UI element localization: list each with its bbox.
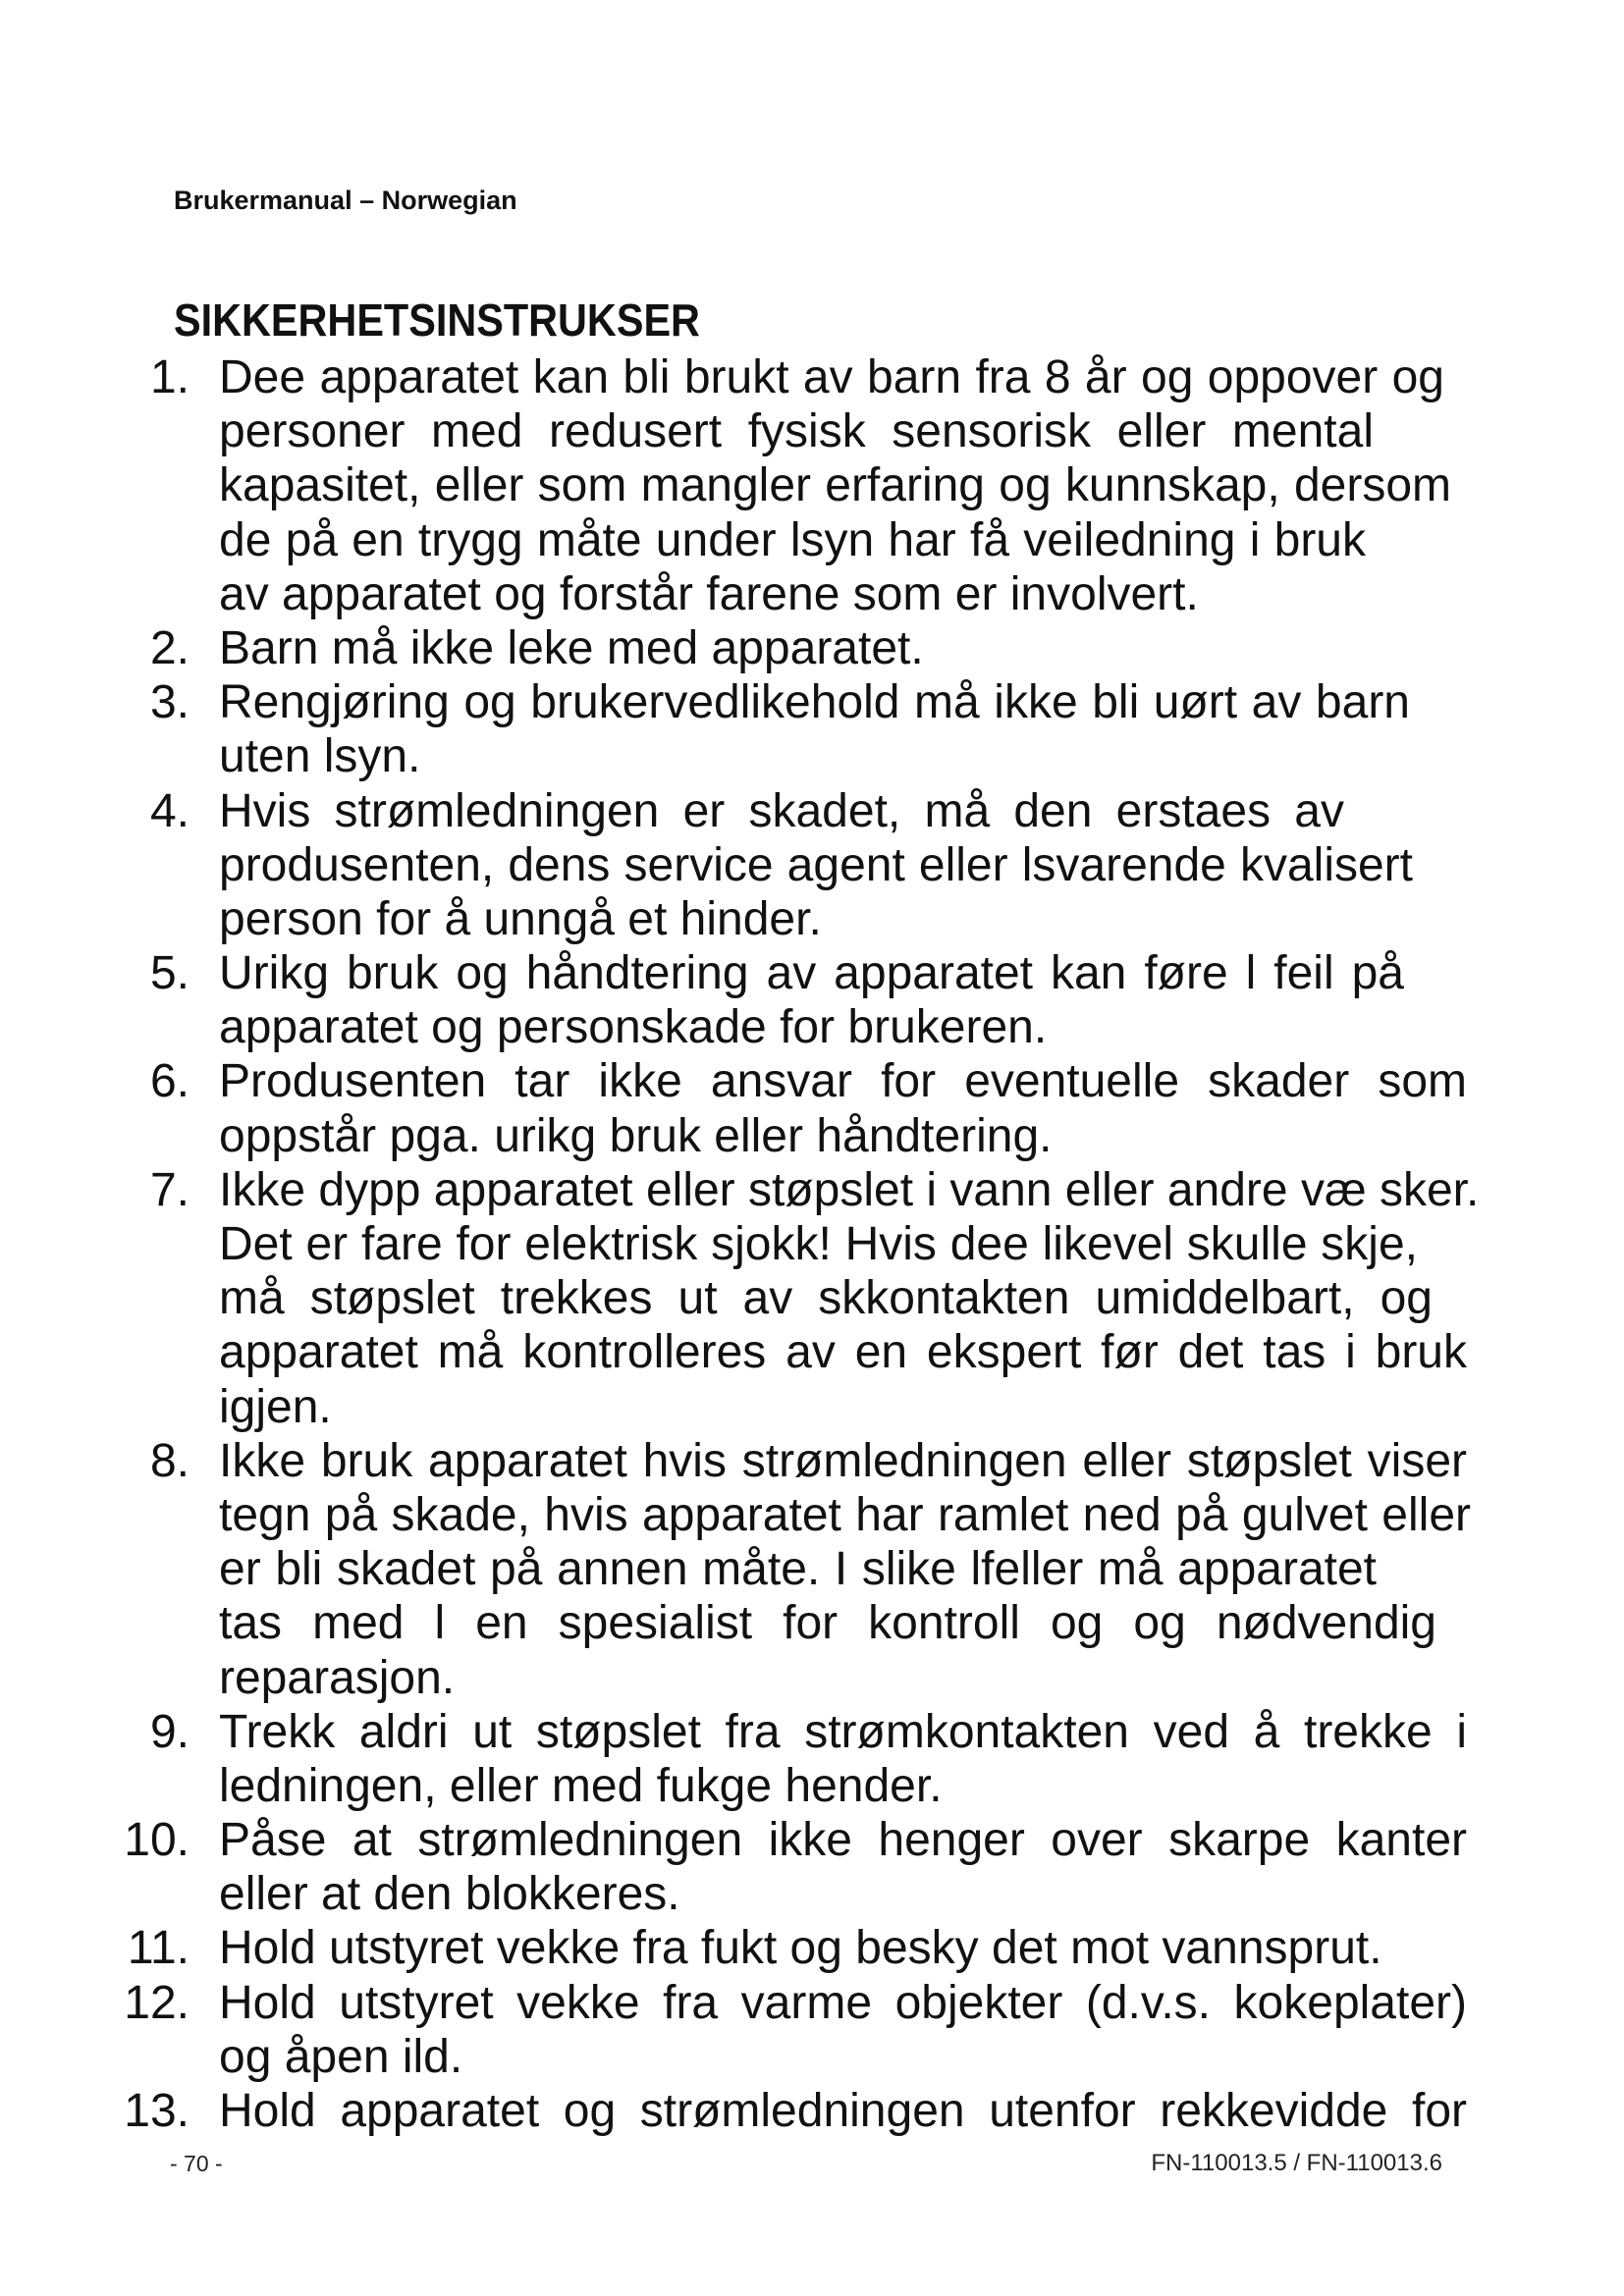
item-number: 5.: [149, 947, 189, 1000]
item-text-line: Ikke dypp apparatet eller støpslet i vann eller andre væ sker.: [219, 1163, 1480, 1216]
item-text-line: Ikke bruk apparatet hvis strømledningen eller støpslet viser: [219, 1434, 1467, 1487]
model-numbers: FN-110013.5 / FN-110013.6: [1151, 2150, 1442, 2176]
item-text-line: Produsenten tar ikke ansvar for eventuelle skader som: [219, 1055, 1467, 1108]
item-number: 12.: [124, 1976, 189, 2029]
item-text-line: kapasitet, eller som mangler erfaring og kunnskap, dersom: [219, 459, 1451, 512]
item-text-line: eller at den blokkeres.: [219, 1868, 680, 1921]
item-number: 2.: [149, 621, 189, 674]
instruction-item-6: [0, 1054, 1624, 1162]
item-text-line: apparatet må kontrolleres av en ekspert før det tas i bruk: [219, 1326, 1467, 1379]
item-number: 4.: [149, 784, 189, 837]
item-text-line: Det er fare for elektrisk sjokk! Hvis dee likevel skulle skje,: [219, 1218, 1418, 1270]
item-number: 7.: [149, 1163, 189, 1216]
item-text-line: oppstår pga. urikg bruk eller håndtering.: [219, 1109, 1053, 1162]
item-number: 1.: [149, 351, 189, 403]
instruction-item-8: [0, 1434, 1624, 1705]
page-number: - 70 -: [170, 2151, 223, 2176]
item-text-line: produsenten, dens service agent eller lsvarende kvalisert: [219, 838, 1413, 891]
item-text-line: de på en trygg måte under lsyn har få veiledning i bruk: [219, 513, 1366, 566]
item-text-line: Trekk aldri ut støpslet fra strømkontakten ved å trekke i: [219, 1705, 1467, 1758]
item-text-line: Hold utstyret vekke fra fukt og besky det mot vannsprut.: [219, 1922, 1382, 1975]
item-number: 10.: [124, 1814, 189, 1867]
item-number: 8.: [149, 1434, 189, 1487]
instruction-item-9: [0, 1705, 1624, 1813]
instruction-item-4: [0, 784, 1624, 947]
item-text-line: av apparatet og forstår farene som er involvert.: [219, 567, 1199, 620]
instruction-item-12: [0, 1976, 1624, 2084]
instruction-item-11: [0, 1921, 1624, 1975]
instruction-item-7: [0, 1163, 1624, 1434]
item-text-line: er bli skadet på annen måte. I slike lfeller må apparatet: [219, 1543, 1377, 1596]
instruction-item-10: [0, 1813, 1624, 1921]
item-text-line: tegn på skade, hvis apparatet har ramlet ned på gulvet eller: [219, 1488, 1471, 1541]
item-text-line: Hold utstyret vekke fra varme objekter (d.v.s. kokeplater): [219, 1976, 1467, 2029]
item-text-line: reparasjon.: [219, 1651, 456, 1704]
item-number: 13.: [124, 2085, 189, 2137]
item-text-line: tas med l en spesialist for kontroll og og nødvendig: [219, 1597, 1436, 1650]
item-text-line: må støpslet trekkes ut av skkontakten umiddelbart, og: [219, 1272, 1433, 1325]
item-number: 6.: [149, 1055, 189, 1108]
running-title: Brukermanual – Norwegian: [174, 186, 517, 215]
instruction-item-5: [0, 946, 1624, 1054]
page-title: SIKKERHETSINSTRUKSER: [174, 294, 700, 346]
item-text-line: Påse at strømledningen ikke henger over skarpe kanter: [219, 1814, 1467, 1867]
instruction-item-2: [0, 621, 1624, 675]
item-text-line: Hvis strømledningen er skadet, må den erstaes av: [219, 784, 1344, 837]
item-text-line: Urikg bruk og håndtering av apparatet kan føre l feil på: [219, 947, 1404, 1000]
safety-instructions-list: [0, 350, 1624, 2138]
item-number: 3.: [149, 676, 189, 729]
instruction-item-13: [0, 2084, 1624, 2138]
item-number: 11.: [127, 1922, 189, 1975]
item-text-line: apparatet og personskade for brukeren.: [219, 1001, 1048, 1054]
item-number: 9.: [149, 1705, 189, 1758]
item-text-line: Barn må ikke leke med apparatet.: [219, 621, 924, 674]
item-text-line: Hold apparatet og strømledningen utenfor rekkevidde for: [219, 2085, 1467, 2137]
item-text-line: person for å unngå et hinder.: [219, 892, 822, 945]
item-text-line: ledningen, eller med fukge hender.: [219, 1759, 943, 1812]
item-text-line: igjen.: [219, 1380, 332, 1433]
item-text-line: uten lsyn.: [219, 730, 421, 783]
item-text-line: Dee apparatet kan bli brukt av barn fra 8 år og oppover og: [219, 351, 1444, 403]
instruction-item-3: [0, 675, 1624, 783]
item-text-line: personer med redusert fysisk sensorisk eller mental: [219, 405, 1374, 458]
item-text-line: og åpen ild.: [219, 2030, 463, 2083]
item-text-line: Rengjøring og brukervedlikehold må ikke bli uørt av barn: [219, 676, 1410, 729]
instruction-item-1: [0, 350, 1624, 621]
